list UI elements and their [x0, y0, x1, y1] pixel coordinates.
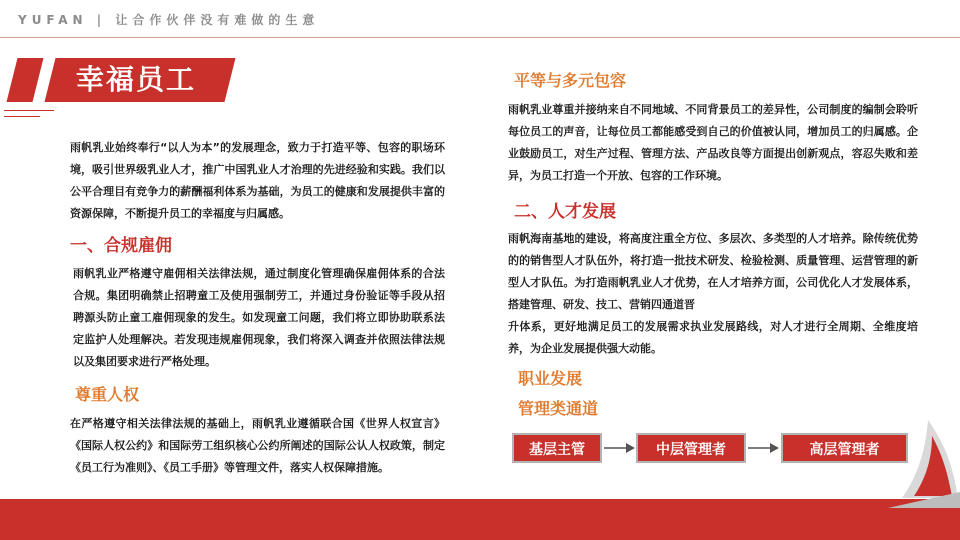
flow-step-junior: 基层主管 — [512, 433, 602, 463]
header-brand-bar — [18, 11, 319, 29]
sail-logo-icon — [888, 418, 960, 508]
talent-paragraph-part1: 雨帆海南基地的建设，将高度注重全方位、多层次、多类型的人才培养。除传统优势的的销售型人才队伍外，将打造一批技术研发、检验检测、质量管理、运营管理的新型人才队伍。为打造雨帆乳业人才优势，在人才培养方面，公司优化人才发展体系，搭建管理、研发、技工、营销四通道晋 — [508, 232, 918, 311]
footer-band — [0, 499, 960, 540]
title-accent-slash — [7, 58, 44, 102]
intro-paragraph: 雨帆乳业始终奉行“以人为本”的发展理念，致力于打造平等、包容的职场环境，吸引世界级乳业人才，推广中国乳业人才治理的先进经验和实践。我们以公平合理目有竞争力的薪酬福利体系为基础，为员工的健康和发展提供丰富的资源保障，不断提升员工的幸福度与归属感。 — [70, 141, 445, 220]
section-heading-management-track: 管理类通道 — [518, 399, 599, 418]
page-title: 幸福员工 — [76, 63, 197, 96]
section-heading-talent: 二、人才发展 — [514, 202, 616, 222]
human-rights-paragraph: 在严格遵守相关法律法规的基础上，雨帆乳业遵循联合国《世界人权宣言》《国际人权公约》和国际劳工组织核心公约所阐述的国际公认人权政策，制定《员工行为准则》、《员工手册》等管理文件，落实人权保障措施。 — [70, 417, 445, 474]
arrow-right-icon — [748, 442, 780, 454]
flow-step-middle: 中层管理者 — [636, 433, 746, 463]
brand-slogan: 让合作伙伴没有难做的生意 — [115, 13, 320, 27]
section-heading-career: 职业发展 — [518, 369, 583, 388]
talent-paragraph — [508, 228, 918, 360]
compliance-paragraph: 雨帆乳业严格遵守雇佣相关法律法规，通过制度化管理确保雇佣体系的合法合规。集团明确禁止招聘童工及使用强制劳工，并通过身份验证等手段从招聘源头防止童工雇佣现象的发生。如发现童工问题，我们将立即协助联系法定监护人处理解决。若发现违规雇佣现象，我们将深入调查并依照法律法规以及集团要求进行严格处理。 — [73, 267, 445, 368]
arrow-right-icon — [604, 442, 636, 454]
equality-paragraph: 雨帆乳业尊重并接纳来自不同地域、不同背景员工的差异性，公司制度的编制会聆听每位员工的声音，让每位员工都能感受到自己的价值被认同，增加员工的归属感。企业鼓励员工，对生产过程、管理方法、产品改良等方面提出创新观点，容忍失败和差异，为员工打造一个开放、包容的工作环境。 — [508, 103, 918, 182]
brand-separator: | — [96, 13, 107, 27]
header-divider — [0, 37, 960, 38]
title-underline-decoration — [4, 110, 54, 122]
talent-paragraph-part2: 升体系，更好地满足员工的发展需求执业发展路线，对人才进行全周期、全维度培养，为企业发展提供强大动能。 — [508, 320, 918, 355]
section-heading-human-rights: 尊重人权 — [75, 385, 140, 404]
brand-name: YUFAN — [18, 13, 88, 27]
section-heading-compliance: 一、合规雇佣 — [70, 236, 172, 256]
flow-step-senior: 高层管理者 — [781, 433, 908, 463]
section-heading-equality: 平等与多元包容 — [514, 71, 627, 90]
